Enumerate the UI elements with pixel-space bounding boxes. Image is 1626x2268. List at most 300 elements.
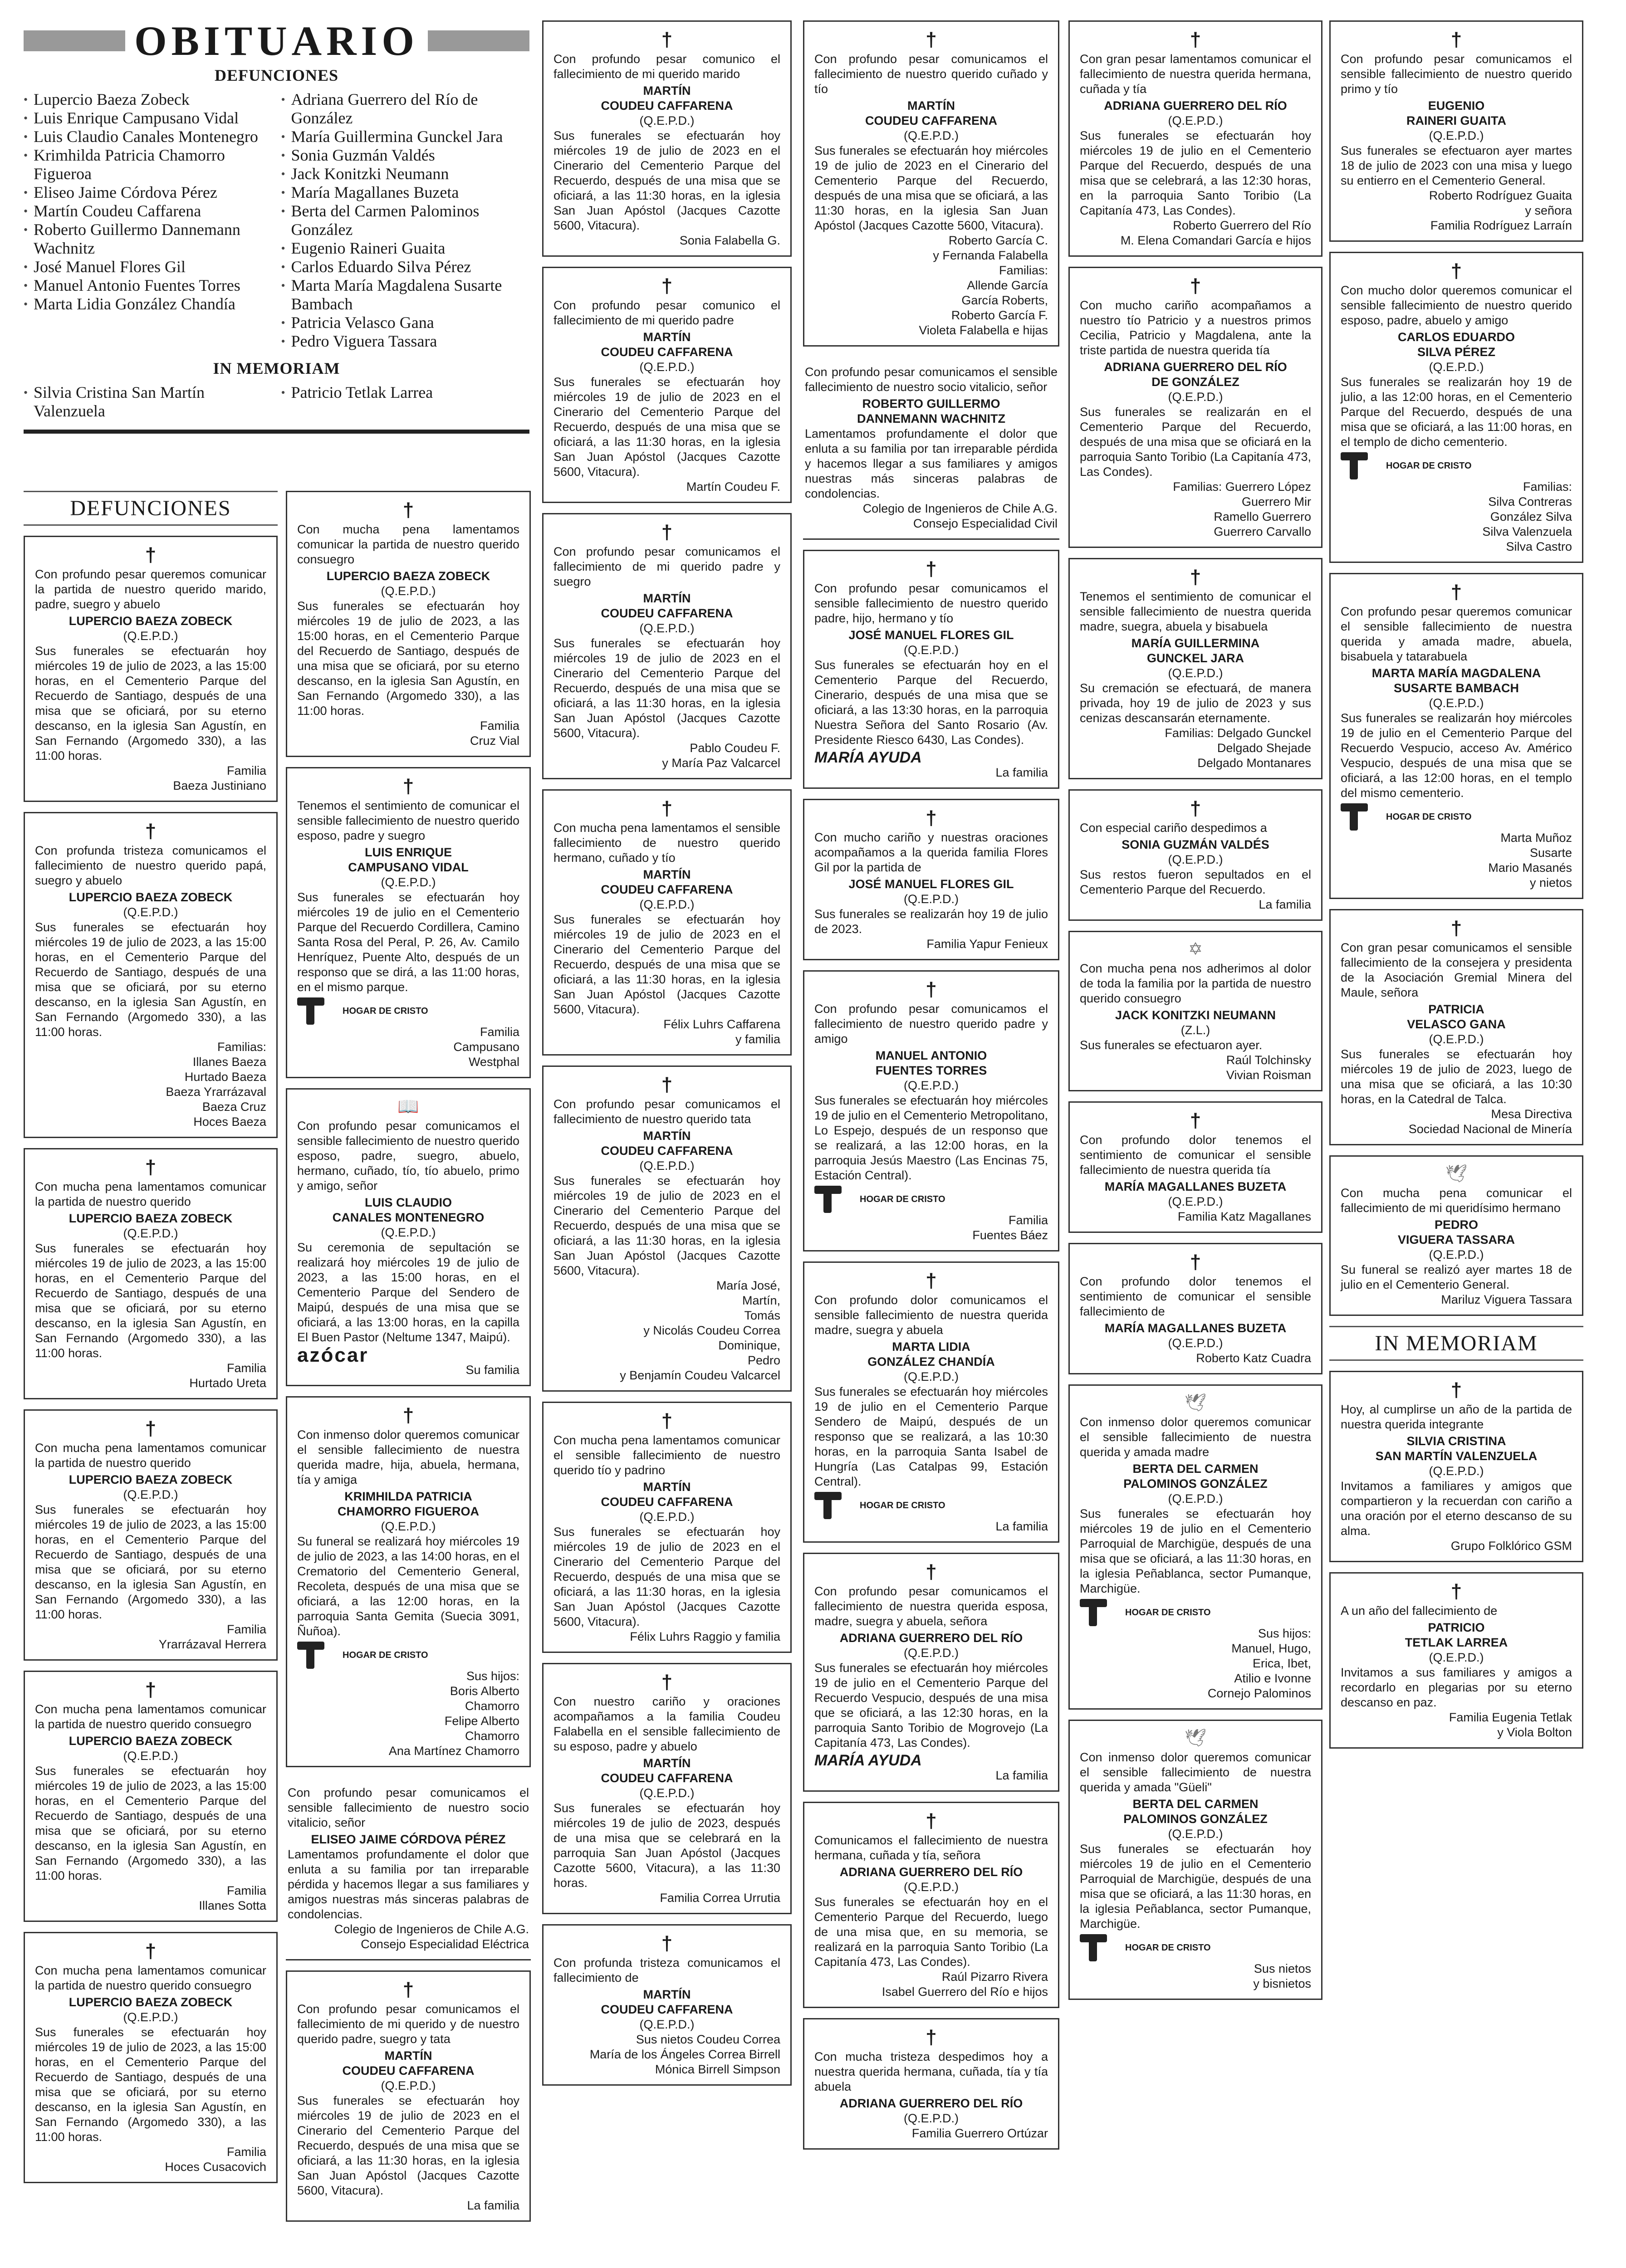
notice-intro: Con mucha pena lamentamos comunicar la partida de nuestro querido consuegro: [35, 1702, 266, 1731]
qepd-label: (Q.E.P.D.): [1168, 390, 1223, 404]
index-name-item: • Lupercio Baeza Zobeck: [24, 90, 272, 109]
deceased-name: LUPERCIO BAEZA ZOBECK: [69, 1995, 233, 2009]
notice-intro: Con profundo pesar comunicamos el fallecimiento de nuestro querido padre y amigo: [814, 1002, 1048, 1046]
bible-icon: 📖: [397, 1097, 419, 1116]
notice-body: Sus funerales se efectuarán hoy miércoles 19 de julio de 2023, a las 15:00 horas, en el Cementerio Parque del Recuerdo de Santiago, después de una misa que se oficiará, por su eterno descanso, en la iglesia San Agustín, en San Fernando (Argomedo 330), a las 11:00 horas.: [35, 2025, 266, 2144]
index-name-item: • Roberto Guillermo Dannemann Wachnitz: [24, 220, 272, 258]
qepd-label: (Q.E.P.D.): [1429, 1651, 1484, 1664]
obituary-notice: [542, 1066, 792, 1392]
notice-signature: Sus hijos: Boris Alberto Chamorro Felipe Alberto Chamorro Ana Martínez Chamorro: [388, 1669, 519, 1758]
column-3: [803, 20, 1059, 2160]
qepd-label: (Q.E.P.D.): [1168, 1336, 1223, 1350]
obituary-notice: [803, 799, 1059, 960]
notice-intro: Comunicamos el fallecimiento de nuestra hermana, cuñada y tía, señora: [814, 1833, 1048, 1862]
title-bar: [24, 18, 529, 64]
notice-signature: La familia: [995, 1769, 1048, 1782]
cross-icon: †: [661, 1671, 673, 1693]
hogar-de-cristo-text: HOGAR DE CRISTO: [1125, 1943, 1211, 1953]
hogar-de-cristo-text: HOGAR DE CRISTO: [1125, 1608, 1211, 1618]
obituary-notice: [542, 267, 792, 503]
notice-intro: Con mucha pena lamentamos comunicar la partida de nuestro querido: [35, 1180, 266, 1208]
index-name-item: • Jack Konitzki Neumann: [281, 165, 530, 183]
cross-icon: †: [1190, 797, 1201, 820]
hogar-de-cristo-logo: [1080, 1599, 1311, 1626]
notice-signature: Marta Muñoz Susarte Mario Masanés y nietos: [1488, 831, 1572, 890]
section-in-memoriam: IN MEMORIAM: [1329, 1326, 1583, 1361]
dove-icon: 🕊: [1184, 1729, 1207, 1748]
notice-body: Sus funerales se efectuarán hoy miércoles 19 de julio en el Cementerio Parroquial de Marchigüe, después de una misa que se oficiará, a las 11:30 horas, en la iglesia Peñablanca, sector Pumanque, Marchigüe.: [1080, 1842, 1311, 1931]
notice-signature: Pablo Coudeu F. y María Paz Valcarcel: [662, 741, 780, 770]
maria-ayuda-logo: MARÍA AYUDA: [814, 1752, 922, 1769]
page-title: OBITUARIO: [134, 18, 419, 64]
cross-icon: †: [1190, 1251, 1201, 1273]
index-memoriam-heading: IN MEMORIAM: [213, 359, 340, 377]
cross-icon: †: [1450, 29, 1462, 51]
cross-icon: †: [1190, 566, 1201, 588]
section-defunciones: DEFUNCIONES: [24, 491, 278, 526]
notice-signature: Familia Cruz Vial: [470, 719, 519, 748]
qepd-label: (Q.E.P.D.): [903, 129, 959, 142]
notice-signature: Sus hijos: Manuel, Hugo, Erica, Ibet, Atilio e Ivonne Cornejo Palominos: [1207, 1627, 1311, 1700]
column-3-notices: [803, 20, 1059, 2150]
notice-body: Su cremación se efectuará, de manera privada, hoy 19 de julio de 2023 y sus cenizas descansarán eternamente.: [1080, 681, 1311, 725]
obituary-notice: [803, 1261, 1059, 1543]
obituary-notice: [542, 513, 792, 779]
obituary-notice: [803, 550, 1059, 789]
notice-body: Sus funerales se efectuarán hoy miércoles 19 de julio de 2023, a las 15:00 horas, en el Cementerio Parque del Recuerdo de Santiago, después de una misa que se oficiará, por su eterno descanso, en la iglesia San Agustín, en San Fernando (Argomedo 330), a las 11:00 horas.: [35, 644, 266, 763]
index-name-item: • Silvia Cristina San Martín Valenzuela: [24, 383, 272, 420]
notice-body: Sus funerales se efectuarán hoy miércoles 19 de julio de 2023 en el Cinerario del Cementerio Parque del Recuerdo, después de una misa que se oficiará, a las 11:30 horas, en la iglesia San Juan Apóstol (Jacques Cazotte 5600, Vitacura).: [553, 1174, 780, 1277]
index-name-item: • Luis Enrique Campusano Vidal: [24, 109, 272, 127]
deceased-name: LUPERCIO BAEZA ZOBECK: [69, 1473, 233, 1486]
notice-intro: Con profunda tristeza comunicamos el fallecimiento de nuestro querido papá, suegro y abuelo: [35, 844, 266, 887]
cross-icon: †: [661, 797, 673, 820]
notice-intro: Con mucha tristeza despedimos hoy a nuestra querida hermana, cuñada, tía y tía abuela: [814, 2050, 1048, 2093]
notice-body: Sus funerales se efectuaron ayer martes 18 de julio de 2023 con una misa y luego su entierro en el Cementerio General.: [1341, 144, 1572, 187]
cross-icon: †: [926, 978, 937, 1001]
notice-intro: Con profunda tristeza comunicamos el fallecimiento de: [553, 1956, 780, 1984]
notice-intro: Con gran pesar comunicamos el sensible fallecimiento de la consejera y presidenta de la Asociación Gremial Minera del Maule, señora: [1341, 941, 1572, 999]
notice-body: Sus funerales se efectuarán hoy miércoles 19 de julio en el Cementerio Parque Sendero de Maipú, después de un responso que se realizará, a las 10:30 horas, en la parroquia Santa Isabel de Hungría (Las Catalpas 99, Estación Central).: [814, 1385, 1048, 1488]
obituary-notice: [1068, 931, 1322, 1091]
obituary-notice: [1068, 1720, 1322, 2000]
qepd-label: (Q.E.P.D.): [639, 1159, 695, 1173]
notice-body: Sus funerales se realizarán en el Cementerio Parque del Recuerdo, después de una misa que se oficiará en la parroquia Santo Toribio (La Capitanía 473, Las Condes).: [1080, 405, 1311, 479]
cross-icon: †: [402, 775, 414, 797]
notice-signature: Roberto Katz Cuadra: [1196, 1351, 1311, 1365]
hogar-de-cristo-logo: [1341, 803, 1572, 831]
obituary-notice: [1068, 1243, 1322, 1374]
qepd-label: (Q.E.P.D.): [903, 2112, 959, 2125]
index-name-item: • María Guillermina Gunckel Jara: [281, 127, 530, 146]
notice-body: Sus funerales se efectuarán hoy miércoles 19 de julio de 2023, a las 15:00 horas, en el Cementerio Parque del Recuerdo de Santiago, después de una misa que se oficiará, por su eterno descanso, en la iglesia San Agustín, en San Fernando (Argomedo 330), a las 11:00 horas.: [35, 1242, 266, 1360]
notice-body: Sus funerales se efectuarán hoy miércoles 19 de julio en el Cementerio Metropolitano, Lo Espejo, después de un responso que se realizará, a las 12:00 horas, en la parroquia Jesús Maestro (Las Encinas 75, Estación Central).: [814, 1094, 1048, 1182]
notice-signature: Familias: Delgado Gunckel Delgado Shejade Delgado Montanares: [1165, 726, 1311, 770]
notice-signature: La familia: [995, 1520, 1048, 1533]
hogar-de-cristo-text: HOGAR DE CRISTO: [860, 1194, 945, 1204]
notice-body: Sus funerales se efectuarán hoy miércoles 19 de julio en el Cementerio Parroquial de Marchigüe, después de una misa que se oficiará, a las 11:30 horas, en la iglesia Peñablanca, sector Pumanque, Marchigüe.: [1080, 1507, 1311, 1595]
hogar-de-cristo-logo: [814, 1186, 1048, 1213]
qepd-label: (Q.E.P.D.): [123, 1749, 178, 1763]
notice-signature: María José, Martín, Tomás y Nicolás Coudeu Correa Dominique, Pedro y Benjamín Coudeu Valcarcel: [620, 1279, 780, 1382]
obituary-notice: [1068, 1101, 1322, 1233]
index-name-item: • Marta María Magdalena Susarte Bambach: [281, 276, 530, 313]
obituary-notice: [24, 812, 278, 1138]
notice-intro: Con mucho cariño acompañamos a nuestro tío Patricio y a nuestros primos Cecilia, Patricio y Magdalena, ante la triste partida de nuestra querida tía: [1080, 298, 1311, 357]
cross-icon: †: [402, 1979, 414, 2001]
index-name-item: • María Magallanes Buzeta: [281, 183, 530, 202]
notice-signature: Roberto García C. y Fernanda Falabella Familias: Allende García García Roberts, Roberto García F. Violeta Falabella e hijas: [919, 234, 1048, 337]
obituary-notice: [1068, 789, 1322, 921]
qepd-label: (Q.E.P.D.): [381, 1520, 436, 1533]
deceased-name: ROBERTO GUILLERMO DANNEMANN WACHNITZ: [857, 397, 1005, 425]
column-5: [1329, 20, 1583, 1759]
deceased-name: MARTÍN COUDEU CAFFARENA: [601, 84, 733, 112]
notice-signature: Familia Correa Urrutia: [660, 1891, 780, 1905]
obituary-notice: [1329, 20, 1583, 242]
obituary-notice: [24, 1671, 278, 1922]
notice-body: Sus funerales se efectuarán hoy miércoles 19 de julio en el Cementerio Parque del Recuerdo Vespucio, después de una misa que se oficiará, a las 12:30 horas, en la parroquia Santo Toribio de Mogrovejo (La Capitanía 473, Las Condes).: [814, 1661, 1048, 1750]
cross-icon: †: [1190, 29, 1201, 51]
notice-signature: Colegio de Ingenieros de Chile A.G. Consejo Especialidad Eléctrica: [334, 1922, 529, 1951]
hogar-de-cristo-mark: [814, 1492, 855, 1519]
notice-signature: Familia Yapur Fenieux: [926, 937, 1048, 951]
deceased-name: MARTÍN COUDEU CAFFARENA: [601, 1756, 733, 1785]
notice-body: Sus funerales se efectuarán hoy miércoles 19 de julio en el Cementerio Parque del Recuerdo, después de una misa que se celebrará, a las 12:30 horas, en la parroquia Santo Toribio (La Capitanía 473, Las Condes).: [1080, 129, 1311, 217]
hogar-de-cristo-mark: [1341, 803, 1381, 831]
hogar-de-cristo-mark: [1341, 452, 1381, 479]
qepd-label: (Q.E.P.D.): [639, 360, 695, 374]
maria-ayuda-logo: MARÍA AYUDA: [814, 749, 922, 766]
qepd-label: (Q.E.P.D.): [123, 1488, 178, 1501]
deceased-name: PATRICIA VELASCO GANA: [1407, 1002, 1506, 1031]
cross-icon: †: [926, 1561, 937, 1583]
deceased-name: MARTA MARÍA MAGDALENA SUSARTE BAMBACH: [1371, 666, 1541, 695]
obituary-notice: [803, 1802, 1059, 2008]
obituary-notice: [24, 1148, 278, 1399]
obituary-notice: [286, 1777, 531, 1960]
deceased-name: JOSÉ MANUEL FLORES GIL: [848, 628, 1014, 642]
deceased-name: MANUEL ANTONIO FUENTES TORRES: [875, 1049, 987, 1077]
obituary-notice: [803, 357, 1059, 540]
hogar-de-cristo-text: HOGAR DE CRISTO: [1386, 461, 1472, 471]
qepd-label: (Q.E.P.D.): [639, 1786, 695, 1800]
cross-icon: †: [402, 1404, 414, 1427]
dove-icon: 🕊: [1445, 1164, 1468, 1183]
qepd-label: (Q.E.P.D.): [903, 1880, 959, 1894]
deceased-name: LUPERCIO BAEZA ZOBECK: [69, 890, 233, 904]
notice-signature: Familias: Silva Contreras González Silva Silva Valenzuela Silva Castro: [1482, 480, 1572, 553]
notice-body: Sus funerales se efectuarán hoy miércoles 19 de julio de 2023 en el Cinerario del Cementerio Parque del Recuerdo, después de una misa que se oficiará, a las 11:30 horas, en la iglesia San Juan Apóstol (Jacques Cazotte 5600, Vitacura).: [553, 375, 780, 479]
notice-signature: Familias: Guerrero López Guerrero Mir Ramello Guerrero Guerrero Carvallo: [1173, 480, 1311, 538]
obituary-notice: [803, 970, 1059, 1251]
deceased-name: ADRIANA GUERRERO DEL RÍO: [839, 1631, 1023, 1645]
cross-icon: †: [926, 558, 937, 580]
column-1b: [286, 491, 531, 2232]
notice-signature: Familia Campusano Westphal: [453, 1025, 519, 1069]
qepd-label: (Q.E.P.D.): [1429, 1464, 1484, 1478]
deceased-name: LUPERCIO BAEZA ZOBECK: [69, 614, 233, 628]
cross-icon: †: [145, 1679, 157, 1701]
qepd-label: (Q.E.P.D.): [1429, 696, 1484, 710]
cross-icon: †: [1450, 917, 1462, 939]
index-right-list: [281, 90, 530, 351]
qepd-label: (Q.E.P.D.): [903, 1370, 959, 1383]
notice-signature: Félix Luhrs Raggio y familia: [630, 1630, 780, 1643]
notice-body: Sus funerales se efectuarán hoy miércoles 19 de julio en el Cementerio Parque del Recuerdo Cordillera, Camino Santa Rosa del Peral, P. 26, Av. Camilo Henríquez, Puente Alto, después de un responso que se dirá, a las 11:00 horas, en el mismo parque.: [297, 890, 519, 994]
notice-intro: Con mucha pena comunicar el fallecimiento de mi queridísimo hermano: [1341, 1186, 1572, 1215]
qepd-label: (Q.E.P.D.): [381, 1226, 436, 1239]
notice-body: Invitamos a familiares y amigos que compartieron y la recuerdan con cariño a una oración por el eterno descanso de su alma.: [1341, 1479, 1572, 1538]
cross-icon: †: [402, 499, 414, 521]
obituary-notice: [286, 1088, 531, 1386]
qepd-label: (Q.E.P.D.): [1168, 114, 1223, 127]
star-of-david-icon: ✡: [1188, 940, 1203, 959]
cross-icon: †: [145, 1940, 157, 1962]
hogar-de-cristo-logo: [1341, 452, 1572, 479]
notice-signature: Familia Guerrero Ortúzar: [911, 2126, 1048, 2140]
notice-body: Sus funerales se efectuarán hoy miércoles 19 de julio de 2023 en el Cinerario del Cementerio Parque del Recuerdo, después de una misa que se oficiará, a las 11:30 horas, en la iglesia San Juan Apóstol (Jacques Cazotte 5600, Vitacura).: [553, 1525, 780, 1628]
cross-icon: †: [145, 1156, 157, 1178]
masthead-rule: [24, 430, 529, 434]
notice-intro: Con profundo pesar comunicamos el fallecimiento de mi querido padre y suegro: [553, 545, 780, 588]
cross-icon: †: [661, 275, 673, 297]
deceased-name: SONIA GUZMÁN VALDÉS: [1122, 838, 1269, 851]
index-name-item: • Pedro Viguera Tassara: [281, 332, 530, 351]
notice-signature: Su familia: [465, 1363, 519, 1377]
qepd-label: (Q.E.P.D.): [1168, 853, 1223, 866]
qepd-label: (Q.E.P.D.): [1168, 666, 1223, 680]
index-name-item: • Patricio Tetlak Larrea: [281, 383, 530, 402]
obituary-notice: [1329, 909, 1583, 1145]
qepd-label: (Q.E.P.D.): [903, 1079, 959, 1092]
notice-intro: Con inmenso dolor queremos comunicar el sensible fallecimiento de nuestra querida y amada madre: [1080, 1415, 1311, 1459]
index-memoriam: [24, 383, 529, 420]
notice-signature: Raúl Pizarro Rivera Isabel Guerrero del Río e hijos: [882, 1970, 1048, 1999]
cross-icon: †: [661, 521, 673, 543]
cross-icon: †: [1450, 581, 1462, 603]
notice-intro: Con gran pesar lamentamos comunicar el fallecimiento de nuestra querida hermana, cuñada y tía: [1080, 52, 1311, 96]
notice-intro: Con profundo pesar comunicamos el sensible fallecimiento de nuestro socio vitalicio, señor: [805, 365, 1058, 394]
title-right-bar: [428, 30, 529, 51]
notice-intro: Con mucha pena lamentamos comunicar el sensible fallecimiento de nuestro querido tío y padrino: [553, 1433, 780, 1477]
notice-signature: Sus nietos y bisnietos: [1253, 1962, 1311, 1990]
notice-signature: Mariluz Viguera Tassara: [1441, 1293, 1572, 1306]
column-2: [542, 20, 792, 2096]
qepd-label: (Q.E.P.D.): [639, 2018, 695, 2031]
obituary-notice: [1329, 573, 1583, 899]
deceased-name: MARÍA MAGALLANES BUZETA: [1104, 1180, 1287, 1193]
obituary-notice: [1068, 1384, 1322, 1710]
deceased-name: MARTÍN COUDEU CAFFARENA: [601, 1988, 733, 2016]
notice-body: Sus funerales se efectuarán hoy miércoles 19 de julio de 2023, a las 15:00 horas, en el Cementerio Parque del Recuerdo de Santiago, después de una misa que se oficiará, por su eterno descanso, en la iglesia San Agustín, en San Fernando (Argomedo 330), a las 11:00 horas.: [35, 1503, 266, 1621]
notice-body: Sus funerales se efectuarán hoy miércoles 19 de julio de 2023 en el Cinerario del Cementerio Parque del Recuerdo, después de una misa que se oficiará, a las 11:30 horas, en la iglesia San Juan Apóstol (Jacques Cazotte 5600, Vitacura).: [553, 129, 780, 232]
hogar-de-cristo-logo: [814, 1492, 1048, 1519]
notice-intro: Con inmenso dolor queremos comunicar el sensible fallecimiento de nuestra querida madre, hija, abuela, hermana, tía y amiga: [297, 1428, 519, 1486]
column-1-notices: [24, 536, 278, 2183]
index-name-item: • Carlos Eduardo Silva Pérez: [281, 258, 530, 276]
notice-body: Sus funerales se efectuarán hoy miércoles 19 de julio de 2023 en el Cinerario del Cementerio Parque del Recuerdo, después de una misa que se oficiará, a las 11:30 horas, en la iglesia San Juan Apóstol (Jacques Cazotte 5600, Vitacura).: [553, 636, 780, 740]
dove-icon: 🕊: [1184, 1393, 1207, 1413]
notice-signature: Sonia Falabella G.: [679, 234, 780, 247]
hogar-de-cristo-text: HOGAR DE CRISTO: [343, 1006, 428, 1016]
hogar-de-cristo-mark: [297, 997, 338, 1025]
column-4: [1068, 20, 1322, 2010]
deceased-name: KRIMHILDA PATRICIA CHAMORRO FIGUEROA: [338, 1490, 479, 1518]
notice-intro: Con mucha pena lamentamos comunicar la partida de nuestro querido consuegro: [297, 523, 519, 566]
obituary-notice: [1329, 1155, 1583, 1316]
notice-body: Sus funerales se efectuarán hoy miércoles 19 de julio de 2023, después de una misa que se celebrará en la parroquia San Juan Apóstol (Jacques Cazotte 5600, Vitacura), a las 11:30 horas.: [553, 1801, 780, 1890]
index-name-item: • Luis Claudio Canales Montenegro: [24, 127, 272, 146]
notice-body: Su funeral se realizará hoy miércoles 19 de julio de 2023, a las 14:00 horas, en el Crematorio del Cementerio General, Recoleta, después de una misa que se oficiará, a las 12:00 horas, en la parroquia Santa Gemita (Suecia 3091, Ñuñoa).: [297, 1535, 519, 1638]
obituary-notice: [24, 1932, 278, 2183]
obituary-notice: [803, 1553, 1059, 1792]
deceased-name: ADRIANA GUERRERO DEL RÍO: [839, 2097, 1023, 2110]
deceased-name: ADRIANA GUERRERO DEL RÍO DE GONZÁLEZ: [1104, 360, 1287, 389]
notice-body: Su funeral se realizó ayer martes 18 de julio en el Cementerio General.: [1341, 1263, 1572, 1291]
notice-intro: Con nuestro cariño y oraciones acompañamos a la familia Coudeu Falabella en el sensible fallecimiento de su esposo, padre y abuelo: [553, 1695, 780, 1753]
cross-icon: †: [1190, 275, 1201, 297]
cross-icon: †: [926, 807, 937, 829]
notice-body: Sus funerales se realizarán hoy 19 de julio, a las 12:00 horas, en el Cementerio Parque del Recuerdo, después de una misa que se oficiará, a las 11:00 horas, en el templo de dicho cementerio.: [1341, 375, 1572, 449]
notice-intro: Con mucha pena nos adherimos al dolor de toda la familia por la partida de nuestro querido consuegro: [1080, 962, 1311, 1005]
qepd-label: (Q.E.P.D.): [639, 898, 695, 911]
qepd-label: (Q.E.P.D.): [639, 1510, 695, 1524]
notice-intro: Con profundo pesar comunicamos el sensible fallecimiento de nuestro querido esposo, padre, suegro, abuelo, hermano, cuñado, tío, tío abuelo, primo y amigo, señor: [297, 1119, 519, 1193]
deceased-name: JOSÉ MANUEL FLORES GIL: [848, 877, 1014, 891]
deceased-name: MARTÍN COUDEU CAFFARENA: [601, 591, 733, 620]
qepd-label: (Q.E.P.D.): [1168, 1827, 1223, 1841]
deceased-name: CARLOS EDUARDO SILVA PÉREZ: [1397, 330, 1515, 359]
notice-signature: Familia Hurtado Ureta: [189, 1361, 266, 1390]
obituary-notice: [542, 1924, 792, 2086]
notice-signature: La familia: [467, 2199, 519, 2212]
cross-icon: †: [661, 29, 673, 51]
qepd-label: (Q.E.P.D.): [381, 2079, 436, 2092]
hogar-de-cristo-mark: [1080, 1934, 1121, 1961]
cross-icon: †: [926, 1270, 937, 1292]
hogar-de-cristo-text: HOGAR DE CRISTO: [343, 1650, 428, 1660]
index-name-item: • Patricia Velasco Gana: [281, 313, 530, 332]
cross-icon: †: [661, 1932, 673, 1955]
hogar-de-cristo-logo: [297, 997, 519, 1025]
deceased-name: PEDRO VIGUERA TASSARA: [1397, 1218, 1515, 1246]
notice-body: Lamentamos profundamente el dolor que enluta a su familia por tan irreparable pérdida y hacemos llegar a sus familiares y amigos nuestras más sinceras palabras de condolencias.: [805, 427, 1058, 500]
notice-intro: Con profundo pesar queremos comunicar el sensible fallecimiento de nuestra querida y amada madre, abuela, bisabuela y tatarabuela: [1341, 605, 1572, 663]
qepd-label: (Q.E.P.D.): [123, 1227, 178, 1240]
notice-body: Sus funerales se efectuarán hoy miércoles 19 de julio de 2023, luego de una misa que se oficiará, a las 10:30 horas, en la Catedral de Talca.: [1341, 1047, 1572, 1106]
notice-body: Sus restos fueron sepultados en el Cementerio Parque del Recuerdo.: [1080, 868, 1311, 896]
qepd-label: (Q.E.P.D.): [381, 584, 436, 598]
deceased-name: ADRIANA GUERRERO DEL RÍO: [839, 1865, 1023, 1879]
notice-body: Sus funerales se realizarán hoy 19 de julio de 2023.: [814, 907, 1048, 936]
notice-intro: Con profundo dolor tenemos el sentimiento de comunicar el sensible fallecimiento de: [1080, 1275, 1311, 1318]
notice-signature: Familia Eugenia Tetlak y Viola Bolton: [1449, 1711, 1572, 1739]
notice-intro: Con especial cariño despedimos a: [1080, 821, 1267, 835]
qepd-label: (Q.E.P.D.): [123, 2010, 178, 2024]
column-1: [24, 491, 278, 2193]
obituary-notice: [1068, 558, 1322, 779]
cross-icon: †: [145, 544, 157, 566]
cross-icon: †: [1450, 1580, 1462, 1603]
index-name-item: • Sonia Guzmán Valdés: [281, 146, 530, 165]
notice-intro: Con mucho dolor queremos comunicar el sensible fallecimiento de nuestro querido esposo, padre, abuelo y amigo: [1341, 284, 1572, 327]
notice-signature: Familia Hoces Cusacovich: [165, 2145, 266, 2174]
obituary-notice: [1068, 267, 1322, 548]
notice-intro: Con profundo pesar queremos comunicar la partida de nuestro querido marido, padre, suegro y abuelo: [35, 567, 266, 611]
cross-icon: †: [661, 1410, 673, 1432]
obituary-notice: [803, 20, 1059, 347]
obituary-notice: [1329, 1572, 1583, 1749]
notice-intro: Con inmenso dolor queremos comunicar el sensible fallecimiento de nuestra querida y amada "Güeli": [1080, 1750, 1311, 1794]
deceased-name: MARÍA MAGALLANES BUZETA: [1104, 1321, 1287, 1335]
notice-intro: Con profundo dolor tenemos el sentimiento de comunicar el sensible fallecimiento de nuestra querida tía: [1080, 1133, 1311, 1177]
obituary-notice: [542, 20, 792, 257]
deceased-name: LUPERCIO BAEZA ZOBECK: [69, 1212, 233, 1225]
notice-body: Lamentamos profundamente el dolor que enluta a su familia por tan irreparable pérdida y hacemos llegar a sus familiares y amigos nuestras más sinceras palabras de condolencias.: [288, 1848, 529, 1921]
notice-signature: Raúl Tolchinsky Vivian Roisman: [1226, 1053, 1311, 1082]
hogar-de-cristo-mark: [297, 1642, 338, 1669]
qepd-label: (Q.E.P.D.): [903, 1646, 959, 1660]
cross-icon: †: [661, 1074, 673, 1096]
notice-intro: Con profundo pesar comunicamos el fallecimiento de mi querido y de nuestro querido padre, suegro y tata: [297, 2002, 519, 2046]
notice-intro: Hoy, al cumplirse un año de la partida de nuestra querida integrante: [1341, 1403, 1572, 1431]
obituary-notice: [24, 1409, 278, 1661]
notice-body: Sus funerales se efectuarán hoy miércoles 19 de julio de 2023 en el Cinerario del Cementerio Parque del Recuerdo, después de una misa que se oficiará, a las 11:30 horas, en la iglesia San Juan Apóstol (Jacques Cazotte 5600, Vitacura).: [814, 144, 1048, 232]
notice-intro: Con profundo pesar comunico el fallecimiento de mi querido marido: [553, 52, 780, 81]
cross-icon: †: [926, 2026, 937, 2048]
obituary-notice: [1329, 1371, 1583, 1562]
memoriam-left-list: [24, 383, 272, 420]
deceased-name: LUPERCIO BAEZA ZOBECK: [326, 569, 490, 583]
qepd-label: (Z.L.): [1180, 1023, 1210, 1037]
masthead: [24, 20, 529, 450]
notice-body: Sus funerales se efectuarán hoy en el Cementerio Parque del Recuerdo, Cinerario, después de una misa que se oficiará, a las 13:30 horas, en la parroquia Nuestra Señora del Santo Rosario (Av. Presidente Riesco 6430, Las Condes).: [814, 658, 1048, 747]
index-name-item: • Marta Lidia González Chandía: [24, 295, 272, 313]
qepd-label: (Q.E.P.D.): [903, 892, 959, 906]
column-2-notices: [542, 20, 792, 2086]
notice-intro: Con profundo pesar comunicamos el sensible fallecimiento de nuestro querido padre, hijo, hermano y tío: [814, 582, 1048, 625]
notice-signature: Martín Coudeu F.: [686, 480, 780, 494]
deceased-name: LUPERCIO BAEZA ZOBECK: [69, 1734, 233, 1748]
notice-body: Sus funerales se efectuaron ayer.: [1080, 1038, 1263, 1052]
notice-signature: Familia Baeza Justiniano: [173, 764, 266, 792]
deceased-name: LUIS CLAUDIO CANALES MONTENEGRO: [332, 1196, 485, 1224]
index-name-item: • Eugenio Raineri Guaita: [281, 239, 530, 258]
deceased-name: ADRIANA GUERRERO DEL RÍO: [1104, 99, 1287, 112]
deceased-name: MARTÍN COUDEU CAFFARENA: [342, 2049, 475, 2077]
memoriam-right-list: [281, 383, 530, 420]
index-name-item: • Berta del Carmen Palominos González: [281, 202, 530, 239]
deceased-name: BERTA DEL CARMEN PALOMINOS GONZÁLEZ: [1123, 1462, 1268, 1491]
notice-intro: Con profundo dolor comunicamos el sensible fallecimiento de nuestra querida madre, suegra y abuela: [814, 1293, 1048, 1337]
qepd-label: (Q.E.P.D.): [1168, 1492, 1223, 1505]
qepd-label: (Q.E.P.D.): [1429, 360, 1484, 374]
notice-signature: Sus nietos Coudeu Correa María de los Ángeles Correa Birrell Mónica Birrell Simpson: [589, 2033, 780, 2076]
title-left-bar: [24, 30, 125, 51]
cross-icon: †: [145, 1418, 157, 1440]
notice-intro: A un año del fallecimiento de: [1341, 1604, 1498, 1618]
qepd-label: (Q.E.P.D.): [1429, 129, 1484, 142]
notice-body: Sus funerales se realizarán hoy miércoles 19 de julio en el Cementerio Parque del Recuerdo Vespucio, acceso Av. Américo Vespucio, después de una misa que se oficiará, a las 12:00 horas, en el templo del mismo cementerio.: [1341, 711, 1572, 800]
obituary-notice: [1068, 20, 1322, 257]
notice-intro: Con mucha pena lamentamos comunicar la partida de nuestro querido consuegro: [35, 1964, 266, 1992]
obituary-notice: [542, 1402, 792, 1653]
cross-icon: †: [145, 820, 157, 842]
deceased-name: ELISEO JAIME CÓRDOVA PÉREZ: [311, 1833, 506, 1846]
deceased-name: MARTÍN COUDEU CAFFARENA: [601, 330, 733, 359]
notice-signature: Roberto Rodríguez Guaita y señora Familia Rodríguez Larraín: [1429, 189, 1572, 232]
